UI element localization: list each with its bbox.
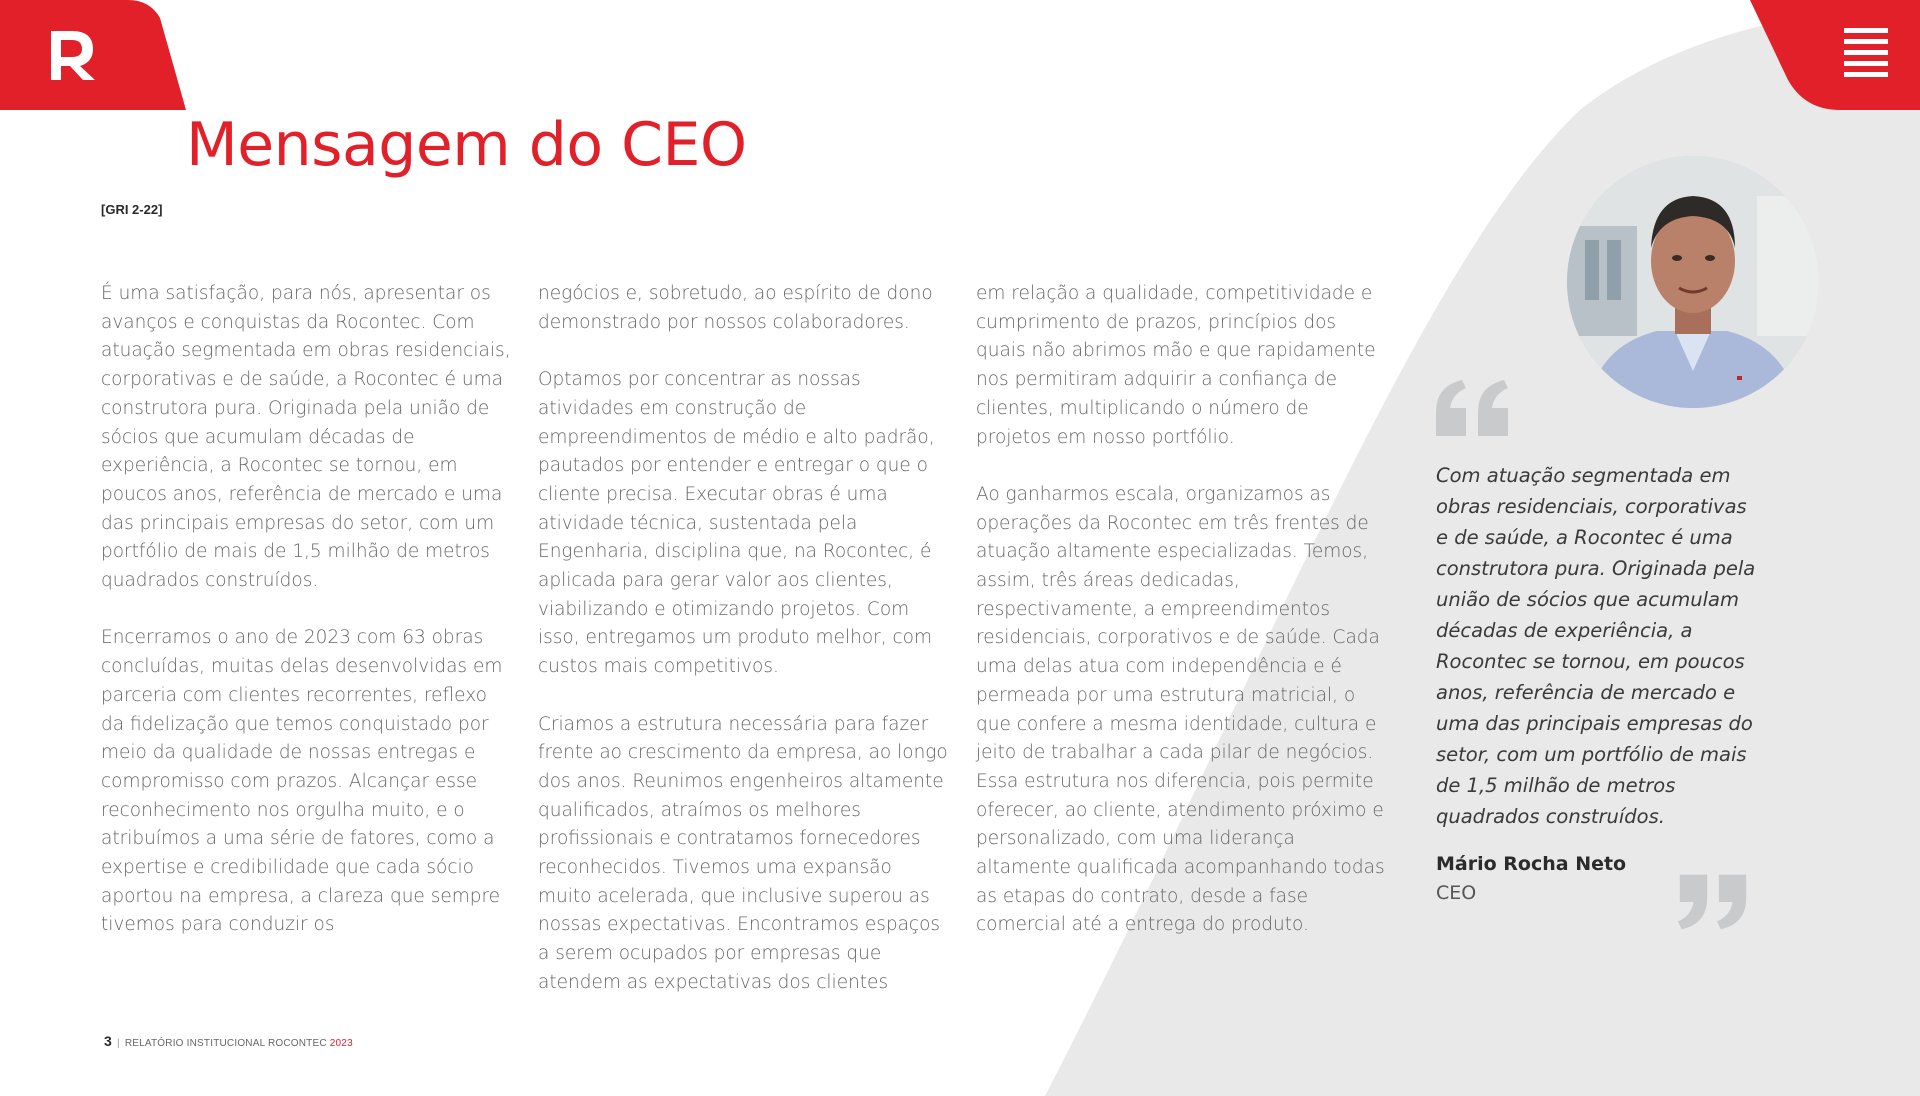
pull-quote: Com atuação segmentada em obras residenciais, corporativas e de saúde, a Rocontec é uma construtora pura. Originada pela união de sócios que acumulam décadas de experiência, a Rocontec se tornou, em poucos anos, referência de mercado e uma das principais empresas do setor, com um portfólio de mais de 1,5 milhão de metros quadrados construídos. <box>1436 464 1756 828</box>
paragraph: em relação a qualidade, competitividade e cumprimento de prazos, princípios dos quais não abrimos mão e que rapidamente nos permitiram adquirir a confiança de clientes, multiplicando o número de projetos em nosso portfólio. <box>976 283 1376 448</box>
close-quote-icon <box>1672 870 1754 932</box>
paragraph: É uma satisfação, para nós, apresentar os avanços e conquistas da Rocontec. Com atuação segmentada em obras residenciais, corporativas e de saúde, a Rocontec é uma construtora pura. Originada pela união de sócios que acumulam décadas de experiência, a Rocontec se tornou, em poucos anos, referência de mercado e uma das principais empresas do setor, com um portfólio de mais de 1,5 milhão de metros quadrados construídos. <box>101 283 511 592</box>
footer-separator: | <box>117 1038 120 1049</box>
author-role: CEO <box>1436 882 1477 904</box>
author-name: Mário Rocha Neto <box>1436 853 1627 875</box>
paragraph: Ao ganharmos escala, organizamos as operações da Rocontec em três frentes de atuação altamente especializadas. Temos, assim, três áreas dedicadas, respectivamente, a empreendimentos residenciais, corporativos e de saúde. Cada uma delas atua com independência e é permeada por uma estrutura matricial, o que confere a mesma identidade, cultura e jeito de trabalhar a cada pilar de negócios. Essa estrutura nos diferencia, pois permite oferecer, ao cliente, atendimento próximo e personalizado, com uma liderança altamente qualificada acompanhando todas as etapas do contrato, desde a fase comercial até a entrega do produto. <box>976 483 1385 936</box>
report-year: 2023 <box>329 1038 353 1049</box>
logo[interactable] <box>0 0 190 112</box>
menu-button[interactable] <box>1750 0 1920 112</box>
page-number: 3 <box>104 1033 112 1049</box>
text-column-3 <box>976 280 1386 969</box>
ceo-photo <box>1567 156 1819 408</box>
gri-tag: [GRI 2-22] <box>101 202 163 217</box>
paragraph: Encerramos o ano de 2023 com 63 obras concluídas, muitas delas desenvolvidas em parceria com clientes recorrentes, reflexo da fidelização que temos conquistado por meio da qualidade de nossas entregas e compromisso com prazos. Alcançar esse reconhecimento nos orgulha muito, e o atribuímos a uma série de fatores, como a expertise e credibilidade que cada sócio aportou na empresa, a clareza que sempre tivemos para conduzir os <box>101 627 503 936</box>
report-name: RELATÓRIO INSTITUCIONAL ROCONTEC <box>124 1038 327 1049</box>
open-quote-icon <box>1432 378 1516 440</box>
page-title: Mensagem do CEO <box>186 110 747 180</box>
text-column-1 <box>101 280 511 969</box>
paragraph: Optamos por concentrar as nossas atividades em construção de empreendimentos de médio e alto padrão, pautados por entender e entregar o que o cliente precisa. Executar obras é uma atividade técnica, sustentada pela Engenharia, disciplina que, na Rocontec, é aplicada para gerar valor aos clientes, viabilizando e otimizando projetos. Com isso, entregamos um produto melhor, com custos mais competitivos. <box>538 369 935 678</box>
paragraph: Criamos a estrutura necessária para fazer frente ao crescimento da empresa, ao longo dos anos. Reunimos engenheiros altamente qualificados, atraímos os melhores profissionais e contratamos fornecedores reconhecidos. Tivemos uma expansão muito acelerada, que inclusive superou as nossas expectativas. Encontramos espaços a serem ocupados por empresas que atendem as expectativas dos clientes <box>538 713 948 993</box>
text-column-2 <box>538 280 948 1026</box>
page-footer <box>104 1033 353 1049</box>
paragraph: negócios e, sobretudo, ao espírito de dono demonstrado por nossos colaboradores. <box>538 283 933 333</box>
